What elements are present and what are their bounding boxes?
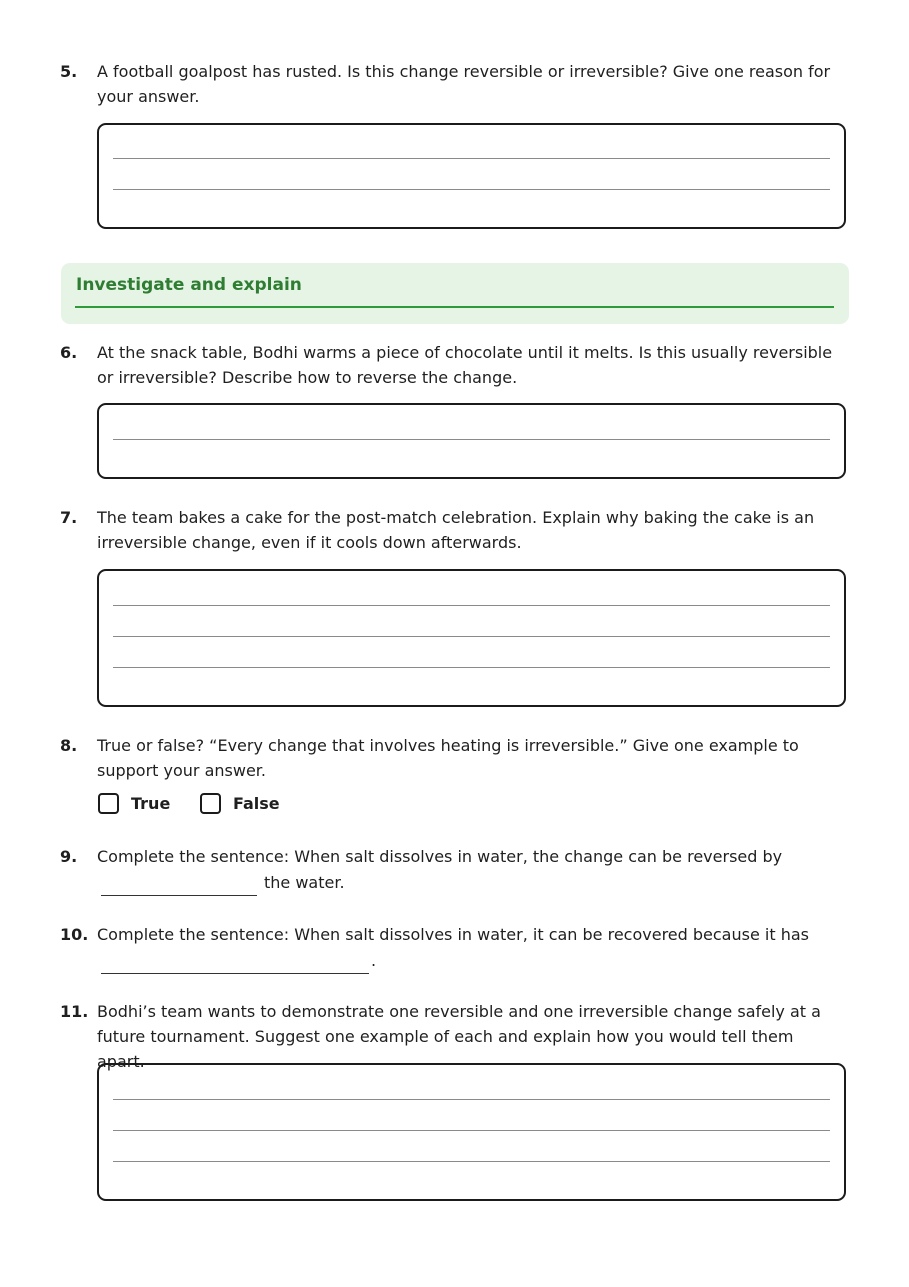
- fill-in-blank[interactable]: [101, 948, 369, 974]
- answer-line: [113, 636, 830, 637]
- answer-line: [113, 605, 830, 606]
- question-text: True or false? “Every change that involves heating is irreversible.” Give one example to support your answer.: [97, 736, 799, 780]
- option-label: False: [233, 794, 280, 813]
- question-number: 7.: [60, 508, 78, 527]
- question-number: 11.: [60, 1002, 89, 1021]
- question-number: 9.: [60, 847, 78, 866]
- option-true[interactable]: [98, 793, 170, 814]
- question-number: 5.: [60, 62, 78, 81]
- question-text: Complete the sentence: When salt dissolves in water, it can be recovered because it has: [97, 925, 809, 944]
- question-number: 10.: [60, 925, 89, 944]
- answer-line: [113, 158, 830, 159]
- answer-line: [113, 1161, 830, 1162]
- answer-line: [113, 189, 830, 190]
- question-9-continuation: [97, 870, 345, 896]
- question-tail: the water.: [264, 873, 345, 892]
- answer-box-7[interactable]: [97, 569, 846, 707]
- question-text: A football goalpost has rusted. Is this change reversible or irreversible? Give one reason for your answer.: [97, 62, 831, 106]
- answer-line: [113, 667, 830, 668]
- true-checkbox[interactable]: [98, 793, 119, 814]
- answer-line: [113, 1099, 830, 1100]
- answer-line: [113, 439, 830, 440]
- fill-in-blank[interactable]: [101, 870, 257, 896]
- question-text: Complete the sentence: When salt dissolves in water, the change can be reversed by: [97, 847, 783, 866]
- question-text: Bodhi’s team wants to demonstrate one reversible and one irreversible change safely at a future tournament. Suggest one example of each and explain how you would tell them apart.: [97, 1002, 821, 1071]
- question-tail: .: [371, 951, 377, 970]
- question-text: The team bakes a cake for the post-match celebration. Explain why baking the cake is an irreversible change, even if it cools down afterwards.: [97, 508, 815, 552]
- question-number: 6.: [60, 343, 78, 362]
- section-banner: [61, 263, 849, 324]
- question-10-continuation: [97, 948, 376, 974]
- option-label: True: [131, 794, 171, 813]
- answer-box-5[interactable]: [97, 123, 846, 229]
- question-number: 8.: [60, 736, 78, 755]
- answer-box-11[interactable]: [97, 1063, 846, 1201]
- question-text: At the snack table, Bodhi warms a piece of chocolate until it melts. Is this usually reversible or irreversible? Describe how to reverse the change.: [97, 343, 833, 387]
- option-false[interactable]: [200, 793, 280, 814]
- section-title: Investigate and explain: [76, 275, 302, 295]
- answer-box-6[interactable]: [97, 403, 846, 479]
- section-divider: [75, 306, 834, 308]
- false-checkbox[interactable]: [200, 793, 221, 814]
- answer-line: [113, 1130, 830, 1131]
